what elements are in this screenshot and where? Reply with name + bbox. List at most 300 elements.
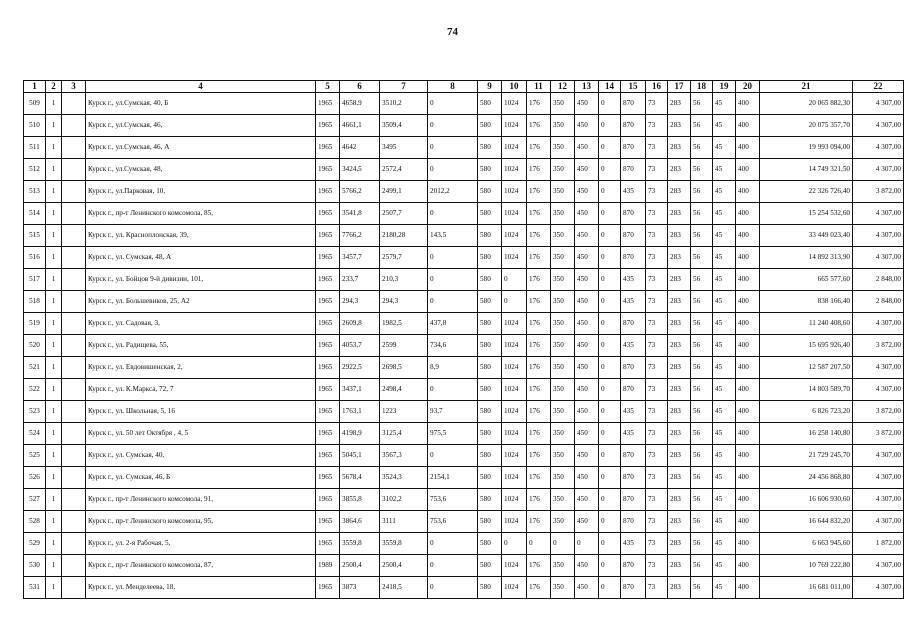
cell-col-7: 2180,28: [380, 225, 428, 247]
cell-col-20: 400: [736, 423, 760, 445]
cell-col-21: 22 326 726,40: [760, 181, 853, 203]
cell-col-17: 283: [668, 423, 691, 445]
cell-col-19: 45: [713, 577, 736, 599]
cell-col-14: 0: [599, 247, 621, 269]
cell-col-22: 4 307,00: [853, 555, 904, 577]
cell-col-14: 0: [599, 313, 621, 335]
cell-col-6: 5045,1: [340, 445, 380, 467]
cell-col-9: 580: [478, 181, 502, 203]
cell-col-17: 283: [668, 291, 691, 313]
cell-col-16: 73: [646, 379, 668, 401]
cell-col-8: 93,7: [428, 401, 478, 423]
cell-col-16: 73: [646, 291, 668, 313]
table-row: [24, 313, 904, 335]
cell-col-12: 350: [551, 291, 575, 313]
cell-col-12: 350: [551, 357, 575, 379]
cell-col-6: 3437,1: [340, 379, 380, 401]
cell-col-4: Курск г., ул.Сумская, 40, Б: [86, 93, 316, 115]
cell-col-21: 24 456 868,80: [760, 467, 853, 489]
cell-col-14: 0: [599, 335, 621, 357]
cell-col-13: 450: [575, 115, 599, 137]
cell-col-22: 4 307,00: [853, 137, 904, 159]
cell-col-18: 56: [691, 159, 713, 181]
cell-col-22: 3 872,00: [853, 423, 904, 445]
cell-col-9: 580: [478, 203, 502, 225]
cell-col-20: 400: [736, 555, 760, 577]
cell-col-19: 45: [713, 93, 736, 115]
cell-col-13: 450: [575, 313, 599, 335]
cell-col-7: 1223: [380, 401, 428, 423]
cell-col-17: 283: [668, 555, 691, 577]
cell-col-11: 176: [527, 401, 551, 423]
cell-col-4: Курск г., ул. Сумская, 40,: [86, 445, 316, 467]
column-header: 1: [24, 81, 46, 93]
cell-col-22: 4 307,00: [853, 379, 904, 401]
cell-col-18: 56: [691, 401, 713, 423]
cell-col-17: 283: [668, 511, 691, 533]
cell-col-14: 0: [599, 423, 621, 445]
cell-col-19: 45: [713, 511, 736, 533]
column-header: 19: [713, 81, 736, 93]
cell-col-16: 73: [646, 247, 668, 269]
cell-col-2: 1: [46, 159, 62, 181]
cell-col-14: 0: [599, 159, 621, 181]
column-header: 17: [668, 81, 691, 93]
cell-col-8: 0: [428, 115, 478, 137]
cell-col-12: 350: [551, 225, 575, 247]
cell-col-5: 1965: [316, 379, 340, 401]
cell-col-16: 73: [646, 225, 668, 247]
cell-col-3: [62, 467, 86, 489]
cell-col-12: 0: [551, 533, 575, 555]
column-header: 15: [621, 81, 646, 93]
cell-col-11: 176: [527, 159, 551, 181]
cell-col-6: 3864,6: [340, 511, 380, 533]
cell-col-20: 400: [736, 533, 760, 555]
cell-col-13: 0: [575, 533, 599, 555]
cell-col-19: 45: [713, 159, 736, 181]
cell-col-10: 1024: [502, 225, 527, 247]
cell-col-14: 0: [599, 401, 621, 423]
cell-col-5: 1965: [316, 489, 340, 511]
cell-col-9: 580: [478, 115, 502, 137]
table-row: [24, 379, 904, 401]
cell-col-16: 73: [646, 555, 668, 577]
cell-col-10: 1024: [502, 423, 527, 445]
cell-col-10: 1024: [502, 357, 527, 379]
cell-col-20: 400: [736, 467, 760, 489]
cell-col-8: 2012,2: [428, 181, 478, 203]
cell-col-5: 1965: [316, 511, 340, 533]
cell-col-3: [62, 489, 86, 511]
cell-col-21: 33 449 023,40: [760, 225, 853, 247]
cell-col-11: 176: [527, 489, 551, 511]
cell-col-2: 1: [46, 313, 62, 335]
cell-col-9: 580: [478, 357, 502, 379]
cell-col-13: 450: [575, 467, 599, 489]
table-row: [24, 181, 904, 203]
cell-col-7: 2572,4: [380, 159, 428, 181]
cell-col-7: 3510,2: [380, 93, 428, 115]
cell-col-17: 283: [668, 225, 691, 247]
header-row: [24, 81, 904, 93]
cell-col-7: 2579,7: [380, 247, 428, 269]
cell-col-15: 870: [621, 159, 646, 181]
cell-col-2: 1: [46, 137, 62, 159]
cell-col-4: Курск г., ул. Бойцов 9-й дивизии, 101,: [86, 269, 316, 291]
cell-col-5: 1965: [316, 93, 340, 115]
cell-col-17: 283: [668, 489, 691, 511]
cell-col-22: 3 872,00: [853, 335, 904, 357]
cell-col-14: 0: [599, 577, 621, 599]
cell-col-6: 3559,8: [340, 533, 380, 555]
cell-col-4: Курск г., ул. Евдовишенская, 2,: [86, 357, 316, 379]
table-row: [24, 269, 904, 291]
cell-col-21: 14 803 589,70: [760, 379, 853, 401]
cell-col-4: Курск г., ул.Парковая, 10,: [86, 181, 316, 203]
cell-col-22: 4 307,00: [853, 203, 904, 225]
cell-col-15: 435: [621, 335, 646, 357]
column-header: 6: [340, 81, 380, 93]
cell-col-2: 1: [46, 445, 62, 467]
cell-col-2: 1: [46, 577, 62, 599]
column-header: 14: [599, 81, 621, 93]
cell-col-4: Курск г., ул. Сумская, 48, А: [86, 247, 316, 269]
cell-col-7: 2599: [380, 335, 428, 357]
cell-col-8: 0: [428, 577, 478, 599]
cell-col-7: 3111: [380, 511, 428, 533]
cell-col-14: 0: [599, 137, 621, 159]
cell-col-12: 350: [551, 555, 575, 577]
cell-col-11: 176: [527, 357, 551, 379]
cell-col-14: 0: [599, 269, 621, 291]
cell-col-9: 580: [478, 533, 502, 555]
cell-col-6: 2609,8: [340, 313, 380, 335]
table-row: [24, 445, 904, 467]
cell-col-12: 350: [551, 467, 575, 489]
cell-col-16: 73: [646, 159, 668, 181]
column-header: 3: [62, 81, 86, 93]
cell-col-20: 400: [736, 291, 760, 313]
cell-col-11: 176: [527, 313, 551, 335]
cell-col-19: 45: [713, 533, 736, 555]
cell-col-8: 975,5: [428, 423, 478, 445]
cell-col-17: 283: [668, 181, 691, 203]
cell-col-18: 56: [691, 335, 713, 357]
cell-col-17: 283: [668, 247, 691, 269]
cell-col-20: 400: [736, 401, 760, 423]
cell-col-3: [62, 577, 86, 599]
table-row: [24, 555, 904, 577]
cell-col-1: 511: [24, 137, 46, 159]
cell-col-16: 73: [646, 269, 668, 291]
cell-col-2: 1: [46, 423, 62, 445]
cell-col-7: 3567,3: [380, 445, 428, 467]
cell-col-20: 400: [736, 93, 760, 115]
cell-col-19: 45: [713, 247, 736, 269]
cell-col-2: 1: [46, 533, 62, 555]
cell-col-22: 3 872,00: [853, 401, 904, 423]
cell-col-15: 435: [621, 401, 646, 423]
cell-col-12: 350: [551, 93, 575, 115]
cell-col-1: 514: [24, 203, 46, 225]
cell-col-11: 176: [527, 467, 551, 489]
cell-col-8: 0: [428, 203, 478, 225]
cell-col-1: 516: [24, 247, 46, 269]
cell-col-22: 4 307,00: [853, 467, 904, 489]
cell-col-15: 870: [621, 203, 646, 225]
cell-col-6: 3541,8: [340, 203, 380, 225]
cell-col-7: 294,3: [380, 291, 428, 313]
column-header: 18: [691, 81, 713, 93]
cell-col-18: 56: [691, 203, 713, 225]
cell-col-4: Курск г., ул. 2-я Рабочая, 5,: [86, 533, 316, 555]
cell-col-10: 1024: [502, 401, 527, 423]
cell-col-15: 870: [621, 555, 646, 577]
cell-col-12: 350: [551, 511, 575, 533]
cell-col-14: 0: [599, 203, 621, 225]
cell-col-6: 4053,7: [340, 335, 380, 357]
cell-col-10: 1024: [502, 115, 527, 137]
cell-col-11: 176: [527, 335, 551, 357]
cell-col-14: 0: [599, 467, 621, 489]
cell-col-19: 45: [713, 357, 736, 379]
cell-col-20: 400: [736, 445, 760, 467]
cell-col-11: 176: [527, 577, 551, 599]
cell-col-13: 450: [575, 511, 599, 533]
cell-col-9: 580: [478, 577, 502, 599]
cell-col-16: 73: [646, 489, 668, 511]
cell-col-9: 580: [478, 335, 502, 357]
cell-col-20: 400: [736, 115, 760, 137]
cell-col-16: 73: [646, 577, 668, 599]
cell-col-10: 1024: [502, 137, 527, 159]
cell-col-13: 450: [575, 401, 599, 423]
cell-col-2: 1: [46, 401, 62, 423]
cell-col-1: 510: [24, 115, 46, 137]
cell-col-14: 0: [599, 445, 621, 467]
cell-col-21: 21 729 245,70: [760, 445, 853, 467]
cell-col-6: 3424,5: [340, 159, 380, 181]
cell-col-18: 56: [691, 467, 713, 489]
cell-col-20: 400: [736, 269, 760, 291]
cell-col-11: 0: [527, 533, 551, 555]
cell-col-10: 1024: [502, 379, 527, 401]
cell-col-13: 450: [575, 93, 599, 115]
cell-col-5: 1965: [316, 533, 340, 555]
cell-col-12: 350: [551, 335, 575, 357]
cell-col-10: 1024: [502, 93, 527, 115]
cell-col-16: 73: [646, 335, 668, 357]
cell-col-21: 838 166,40: [760, 291, 853, 313]
cell-col-18: 56: [691, 115, 713, 137]
cell-col-22: 4 307,00: [853, 489, 904, 511]
cell-col-5: 1965: [316, 577, 340, 599]
cell-col-5: 1965: [316, 137, 340, 159]
cell-col-2: 1: [46, 181, 62, 203]
cell-col-16: 73: [646, 423, 668, 445]
cell-col-2: 1: [46, 467, 62, 489]
cell-col-14: 0: [599, 291, 621, 313]
cell-col-5: 1965: [316, 423, 340, 445]
column-header: 11: [527, 81, 551, 93]
cell-col-5: 1965: [316, 203, 340, 225]
cell-col-16: 73: [646, 401, 668, 423]
cell-col-19: 45: [713, 423, 736, 445]
cell-col-6: 7766,2: [340, 225, 380, 247]
cell-col-22: 2 848,00: [853, 269, 904, 291]
cell-col-8: 753,6: [428, 511, 478, 533]
cell-col-18: 56: [691, 357, 713, 379]
cell-col-4: Курск г., пр-т Ленинского комсомола, 85,: [86, 203, 316, 225]
cell-col-13: 450: [575, 489, 599, 511]
cell-col-7: 2698,5: [380, 357, 428, 379]
cell-col-9: 580: [478, 401, 502, 423]
cell-col-1: 518: [24, 291, 46, 313]
table-row: [24, 247, 904, 269]
cell-col-2: 1: [46, 511, 62, 533]
cell-col-4: Курск г., ул. Большевиков, 25, А2: [86, 291, 316, 313]
cell-col-16: 73: [646, 445, 668, 467]
cell-col-21: 10 769 222,80: [760, 555, 853, 577]
cell-col-15: 435: [621, 533, 646, 555]
cell-col-2: 1: [46, 225, 62, 247]
cell-col-1: 513: [24, 181, 46, 203]
cell-col-11: 176: [527, 203, 551, 225]
cell-col-19: 45: [713, 203, 736, 225]
cell-col-11: 176: [527, 511, 551, 533]
cell-col-7: 2418,5: [380, 577, 428, 599]
cell-col-19: 45: [713, 313, 736, 335]
table-row: [24, 159, 904, 181]
cell-col-7: 210,3: [380, 269, 428, 291]
cell-col-16: 73: [646, 313, 668, 335]
cell-col-15: 870: [621, 379, 646, 401]
cell-col-9: 580: [478, 555, 502, 577]
cell-col-19: 45: [713, 445, 736, 467]
cell-col-21: 6 826 723,20: [760, 401, 853, 423]
cell-col-9: 580: [478, 511, 502, 533]
cell-col-3: [62, 247, 86, 269]
cell-col-13: 450: [575, 225, 599, 247]
cell-col-13: 450: [575, 159, 599, 181]
cell-col-5: 1965: [316, 313, 340, 335]
cell-col-6: 4198,9: [340, 423, 380, 445]
cell-col-13: 450: [575, 577, 599, 599]
cell-col-4: Курск г., ул.Сумская, 46,: [86, 115, 316, 137]
cell-col-6: 3457,7: [340, 247, 380, 269]
cell-col-15: 870: [621, 115, 646, 137]
cell-col-8: 437,8: [428, 313, 478, 335]
cell-col-1: 530: [24, 555, 46, 577]
cell-col-3: [62, 357, 86, 379]
cell-col-6: 2922,5: [340, 357, 380, 379]
cell-col-6: 5678,4: [340, 467, 380, 489]
cell-col-5: 1965: [316, 401, 340, 423]
cell-col-14: 0: [599, 511, 621, 533]
cell-col-7: 2498,4: [380, 379, 428, 401]
cell-col-5: 1965: [316, 159, 340, 181]
column-header: 2: [46, 81, 62, 93]
cell-col-21: 665 577,60: [760, 269, 853, 291]
cell-col-17: 283: [668, 445, 691, 467]
cell-col-19: 45: [713, 269, 736, 291]
cell-col-15: 870: [621, 577, 646, 599]
table-row: [24, 291, 904, 313]
cell-col-10: 1024: [502, 555, 527, 577]
cell-col-22: 3 872,00: [853, 181, 904, 203]
cell-col-8: 2154,1: [428, 467, 478, 489]
cell-col-7: 2499,1: [380, 181, 428, 203]
cell-col-17: 283: [668, 467, 691, 489]
column-header: 12: [551, 81, 575, 93]
cell-col-4: Курск г., ул. Менделеева, 18,: [86, 577, 316, 599]
cell-col-22: 4 307,00: [853, 247, 904, 269]
cell-col-21: 20 075 357,70: [760, 115, 853, 137]
cell-col-18: 56: [691, 445, 713, 467]
cell-col-21: 19 993 094,00: [760, 137, 853, 159]
cell-col-4: Курск г., ул.Сумская, 48,: [86, 159, 316, 181]
table-row: [24, 511, 904, 533]
cell-col-10: 1024: [502, 467, 527, 489]
cell-col-22: 4 307,00: [853, 511, 904, 533]
cell-col-12: 350: [551, 401, 575, 423]
cell-col-22: 1 872,00: [853, 533, 904, 555]
cell-col-1: 523: [24, 401, 46, 423]
cell-col-16: 73: [646, 533, 668, 555]
table-row: [24, 489, 904, 511]
cell-col-6: 5766,2: [340, 181, 380, 203]
cell-col-2: 1: [46, 489, 62, 511]
cell-col-20: 400: [736, 335, 760, 357]
column-header: 10: [502, 81, 527, 93]
cell-col-3: [62, 445, 86, 467]
cell-col-3: [62, 533, 86, 555]
cell-col-3: [62, 225, 86, 247]
cell-col-17: 283: [668, 577, 691, 599]
cell-col-10: 1024: [502, 577, 527, 599]
cell-col-3: [62, 93, 86, 115]
cell-col-18: 56: [691, 225, 713, 247]
cell-col-5: 1965: [316, 181, 340, 203]
cell-col-12: 350: [551, 137, 575, 159]
cell-col-20: 400: [736, 489, 760, 511]
cell-col-17: 283: [668, 137, 691, 159]
cell-col-8: 0: [428, 445, 478, 467]
cell-col-9: 580: [478, 423, 502, 445]
cell-col-15: 870: [621, 489, 646, 511]
cell-col-15: 870: [621, 93, 646, 115]
cell-col-17: 283: [668, 203, 691, 225]
cell-col-20: 400: [736, 137, 760, 159]
cell-col-9: 580: [478, 269, 502, 291]
cell-col-19: 45: [713, 555, 736, 577]
cell-col-19: 45: [713, 137, 736, 159]
cell-col-1: 509: [24, 93, 46, 115]
cell-col-11: 176: [527, 379, 551, 401]
cell-col-12: 350: [551, 445, 575, 467]
cell-col-3: [62, 379, 86, 401]
cell-col-14: 0: [599, 489, 621, 511]
cell-col-11: 176: [527, 423, 551, 445]
cell-col-2: 1: [46, 269, 62, 291]
cell-col-13: 450: [575, 247, 599, 269]
cell-col-10: 1024: [502, 181, 527, 203]
cell-col-1: 524: [24, 423, 46, 445]
cell-col-2: 1: [46, 291, 62, 313]
cell-col-5: 1965: [316, 467, 340, 489]
cell-col-18: 56: [691, 489, 713, 511]
